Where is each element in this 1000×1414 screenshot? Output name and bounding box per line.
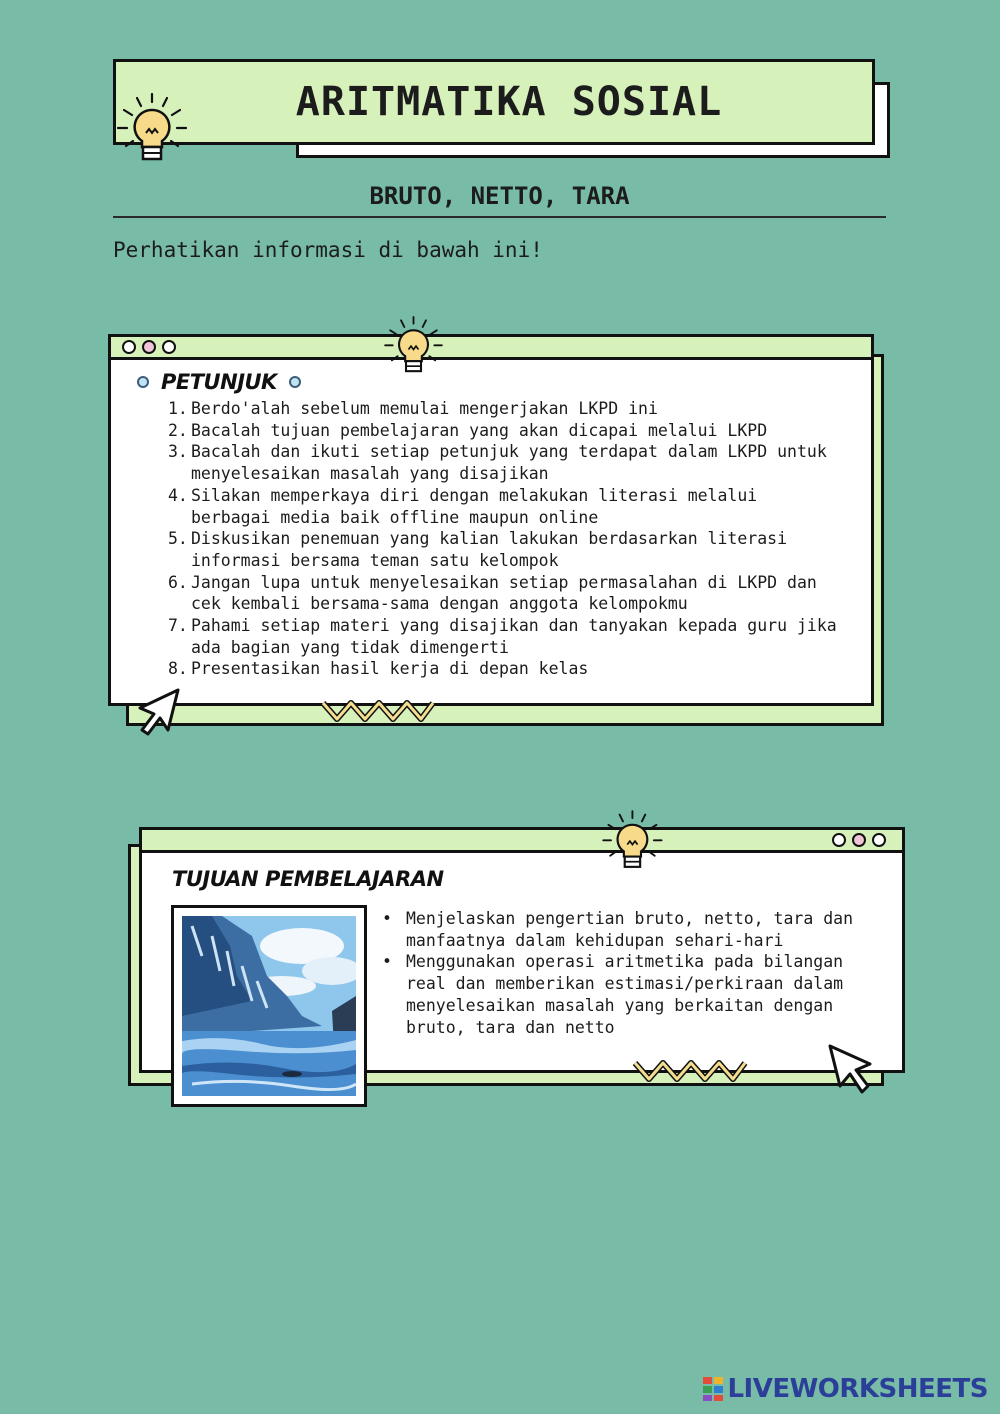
list-item — [168, 420, 840, 442]
window-titlebar — [111, 337, 871, 360]
item-text: Diskusikan penemuan yang kalian lakukan berdasarkan literasi informasi bersama teman satu kelompok — [191, 529, 788, 570]
list-item — [168, 528, 840, 571]
item-text: Bacalah tujuan pembelajaran yang akan dicapai melalui LKPD — [191, 420, 768, 440]
tujuan-heading: TUJUAN PEMBELAJARAN — [172, 867, 444, 891]
window-controls — [832, 833, 886, 847]
zigzag-decoration-icon — [632, 1058, 748, 1084]
list-item — [168, 485, 840, 528]
logo-mark-icon — [702, 1376, 724, 1402]
lightbulb-icon — [380, 312, 452, 382]
tujuan-list — [382, 908, 872, 1038]
intro-text: Perhatikan informasi di bawah ini! — [113, 238, 543, 262]
item-text: Silakan memperkaya diri dengan melakukan literasi melalui berbagai media baik offline maupun online — [191, 485, 758, 527]
window-dot — [872, 833, 886, 847]
bullet: • — [382, 909, 392, 928]
item-text: Berdo'alah sebelum memulai mengerjakan LKPD ini — [191, 399, 658, 418]
window-dot — [852, 833, 866, 847]
subtitle: BRUTO, NETTO, TARA — [369, 182, 630, 210]
watermark-text: LIVEWORKSHEETS — [727, 1374, 988, 1404]
item-number: 3. — [168, 442, 188, 462]
petunjuk-heading: PETUNJUK — [161, 370, 277, 394]
fjord-illustration — [182, 916, 356, 1096]
title-banner — [113, 59, 875, 145]
page-title: ARITMATIKA SOSIAL — [295, 79, 723, 125]
item-text: Bacalah dan ikuti setiap petunjuk yang terdapat dalam LKPD untuk menyelesaikan masalah yang disajikan — [191, 442, 827, 484]
item-text: Presentasikan hasil kerja di depan kelas — [191, 659, 589, 679]
list-item — [168, 615, 840, 658]
item-number: 4. — [168, 485, 188, 505]
window-dot — [832, 833, 846, 847]
item-number: 1. — [168, 399, 188, 418]
item-number: 8. — [168, 659, 188, 679]
item-number: 2. — [168, 420, 188, 440]
list-item — [168, 658, 840, 680]
item-text: Pahami setiap materi yang disajikan dan tanyakan kepada guru jika ada bagian yang tidak dimengerti — [191, 616, 837, 657]
item-text: Menggunakan operasi aritmetika pada bilangan real dan memberikan estimasi/perkiraan dalam menyelesaikan masalah yang berkaitan dengan bruto, tara dan netto — [406, 952, 844, 1037]
window-dot — [122, 340, 136, 354]
cursor-arrow-icon — [826, 1042, 876, 1096]
window-controls — [122, 340, 176, 354]
item-number: 6. — [168, 572, 188, 592]
list-item — [168, 441, 840, 484]
item-text: Jangan lupa untuk menyelesaikan setiap permasalahan di LKPD dan cek kembali bersama-sama dengan anggota kelompokmu — [191, 572, 817, 614]
lightbulb-icon — [598, 806, 672, 878]
window-titlebar — [142, 830, 902, 853]
heading-dot — [289, 376, 301, 388]
item-number: 7. — [168, 616, 188, 636]
lightbulb-icon — [112, 88, 198, 172]
liveworksheets-logo[interactable] — [702, 1374, 988, 1404]
bullet: • — [382, 952, 392, 972]
item-number: 5. — [168, 529, 188, 549]
heading-dot — [137, 376, 149, 388]
cursor-arrow-icon — [134, 686, 184, 738]
list-item — [168, 398, 840, 420]
petunjuk-header — [137, 370, 301, 394]
window-dot — [142, 340, 156, 354]
landscape-photo — [171, 905, 367, 1107]
window-dot — [162, 340, 176, 354]
item-text: Menjelaskan pengertian bruto, netto, tara dan manfaatnya dalam kehidupan sehari-hari — [406, 909, 854, 950]
list-item — [382, 951, 872, 1038]
list-item — [382, 908, 872, 951]
zigzag-decoration-icon — [320, 698, 436, 724]
divider — [113, 216, 886, 218]
list-item — [168, 572, 840, 615]
petunjuk-list — [168, 398, 840, 680]
